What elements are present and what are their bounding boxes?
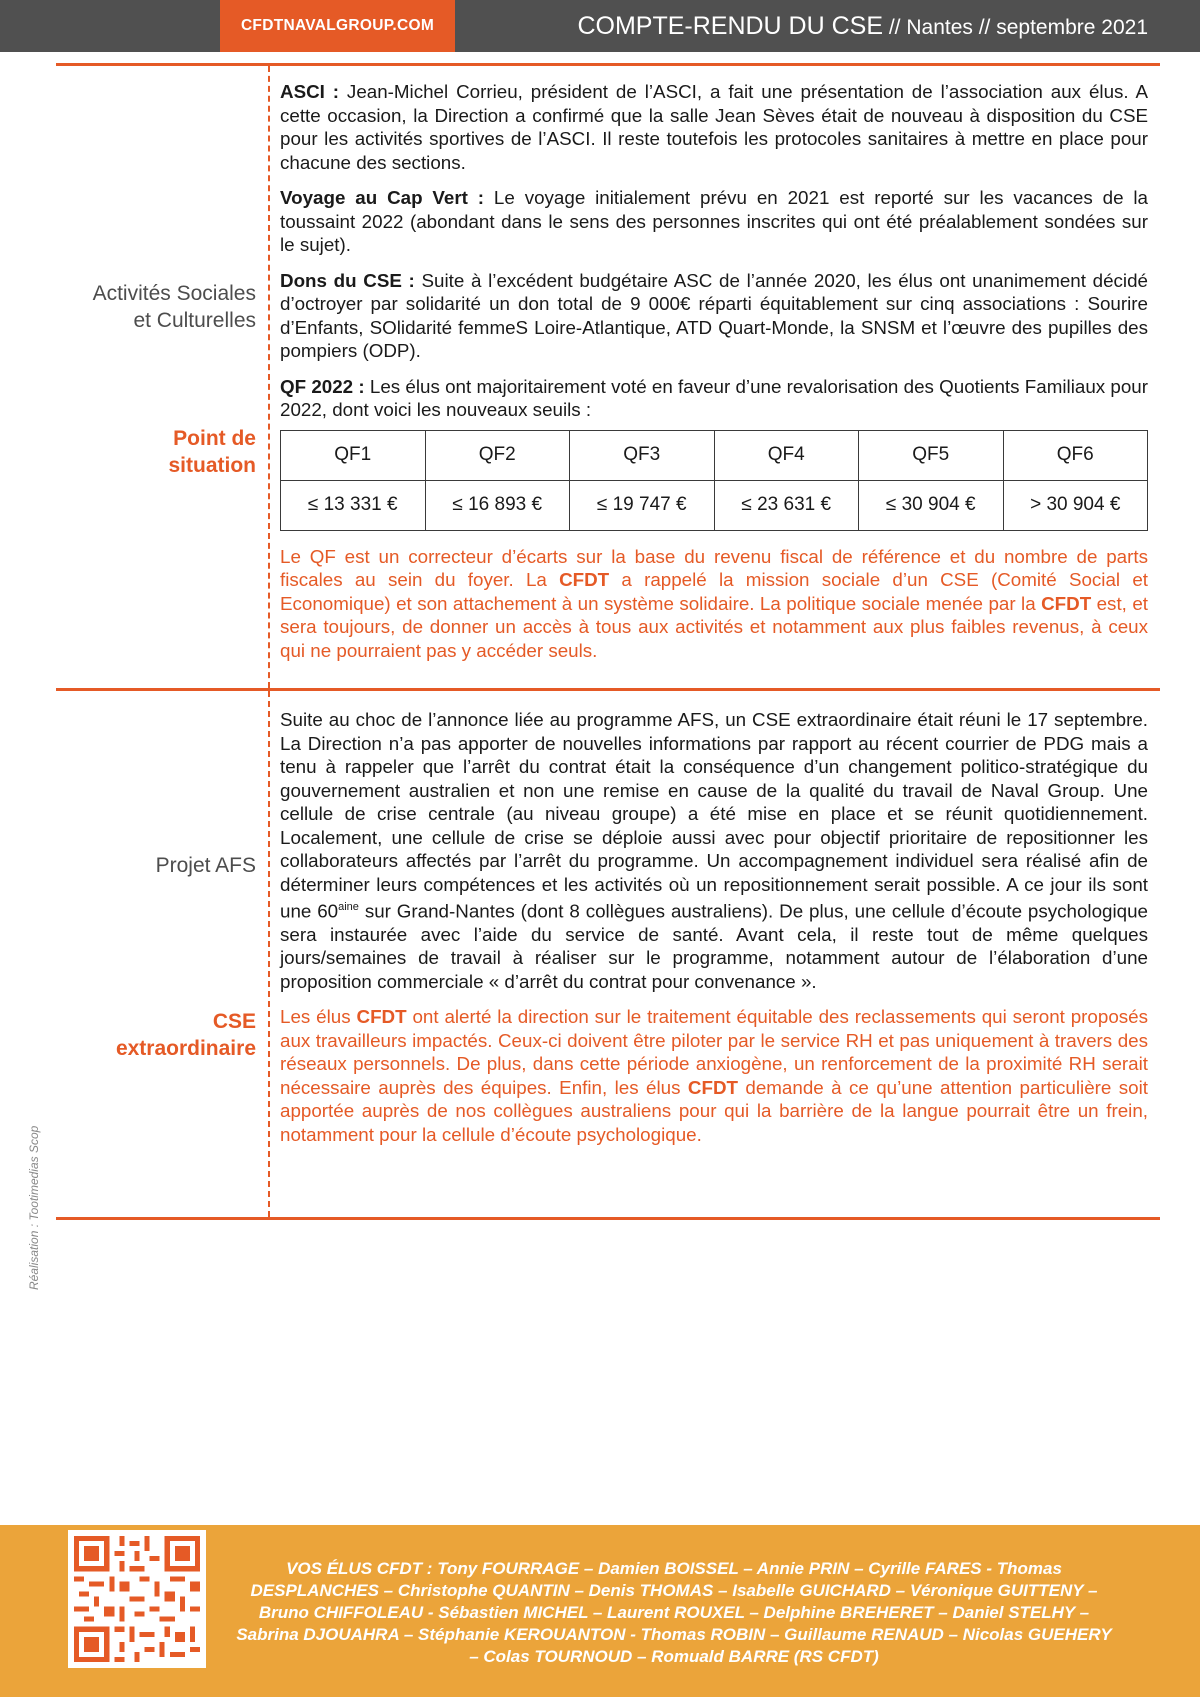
paragraph-voyage — [280, 186, 1148, 257]
comment-emphasis: CFDT — [1041, 592, 1092, 614]
qf-table-cell: ≤ 23 631 € — [714, 480, 859, 530]
paragraph-qf — [280, 375, 1148, 422]
paragraph-label: Dons du CSE : — [280, 269, 415, 291]
paragraph-label: Voyage au Cap Vert : — [280, 187, 485, 208]
paragraph-label: ASCI : — [280, 81, 340, 102]
qf-table-header: QF3 — [570, 430, 715, 480]
comment-text: demande à ce qu’une attention particulière soit apportée auprès de nos collègues australiens pour qui la barrière de la langue pourrait être un frein, notamment pour la cellule d’écoute psychologique. — [280, 1076, 1148, 1145]
section-activites-content — [280, 80, 1148, 674]
qf-table-cell: > 30 904 € — [1003, 480, 1148, 530]
paragraph-asci — [280, 80, 1148, 174]
status-label-line: Point de — [173, 427, 256, 450]
qf-table-header: QF5 — [859, 430, 1004, 480]
site-brand-link[interactable]: CFDTNAVALGROUP.COM — [220, 0, 455, 52]
cfdt-comment-qf — [280, 545, 1148, 663]
section-label-projet-afs — [156, 852, 256, 879]
comment-emphasis: CFDT — [687, 1076, 738, 1098]
comment-emphasis: CFDT — [356, 1006, 407, 1028]
qf-table-value-row — [281, 480, 1148, 530]
paragraph-label: QF 2022 : — [280, 375, 365, 397]
bottom-divider — [56, 1217, 1160, 1220]
qf-table-header: QF6 — [1003, 430, 1148, 480]
column-divider — [268, 66, 270, 688]
qf-table-header: QF4 — [714, 430, 859, 480]
qf-table-header: QF2 — [425, 430, 570, 480]
credit-text: Réalisation : Tootimedias Scop — [27, 1125, 41, 1290]
paragraph-text: Le voyage initialement prévu en 2021 est reporté sur les vacances de la toussaint 2022 (abondant dans le sens des personnes inscrites qui ont été préalablement sondées sur le sujet). — [280, 187, 1149, 255]
paragraph-text: sur Grand-Nantes (dont 8 collègues australiens). De plus, une cellule d’écoute psychologique sera instaurée avec l’aide du service de santé. Avant cela, il reste tout de même quelques jours/semaines de travail à réaliser sur le programme, notamment autour de l’élaboration d’une proposition commerciale « d’arrêt du contrat pour convenance ». — [280, 900, 1148, 992]
document-title-sub: // Nantes // septembre 2021 — [883, 16, 1148, 39]
paragraph-text: Suite à l’excédent budgétaire ASC de l’année 2020, les élus ont unanimement décidé d’octroyer par solidarité un don total de 9 000€ réparti équitablement sur cinq associations : Sourire d’Enfants, SOlidarité femmeS Loire-Atlantique, ATD Quart-Monde, la SNSM et l’œuvre des pupilles des pompiers (ODP). — [280, 269, 1148, 361]
comment-text: Les élus — [280, 1006, 357, 1028]
status-label-line: CSE — [212, 1010, 256, 1033]
qf-table-header-row — [281, 430, 1148, 480]
qf-table — [280, 430, 1148, 531]
comment-text: a rappelé la mission sociale d’un CSE (Comité Social et Economique) et son attachement à un système solidaire. La politique sociale menée par la — [280, 569, 1148, 614]
section-afs-content — [280, 708, 1148, 1158]
comment-text: Le QF est un correcteur d’écarts sur la base du revenu fiscal de référence et du nombre de parts fiscales au sein du foyer. La — [280, 545, 1148, 590]
document-title-main: COMPTE-RENDU DU CSE — [577, 12, 884, 40]
status-label-line: extraordinaire — [115, 1037, 256, 1060]
cfdt-comment-afs — [280, 1005, 1148, 1146]
qf-table-cell: ≤ 30 904 € — [859, 480, 1004, 530]
qf-table-header: QF1 — [281, 430, 426, 480]
qf-table-cell: ≤ 13 331 € — [281, 480, 426, 530]
section-label-line: et Culturelles — [133, 309, 256, 332]
qr-code-graphic — [74, 1536, 200, 1662]
section-label-activites — [93, 280, 256, 334]
qf-table-cell: ≤ 19 747 € — [570, 480, 715, 530]
qr-code-icon[interactable] — [68, 1530, 206, 1668]
paragraph-dons — [280, 269, 1148, 363]
paragraph-text: Les élus ont majoritairement voté en faveur d’une revalorisation des Quotients Familiaux pour 2022, dont voici les nouveaux seuils : — [280, 375, 1148, 420]
comment-text: ont alerté la direction sur le traitement équitable des reclassements qui seront proposés aux travailleurs impactés. Ceux-ci doivent être piloter par le service RH et pas uniquement à travers des réseaux personnels. De plus, dans cette période anxiogène, un renforcement de la proximité RH serait nécessaire auprès des équipes. Enfin, les élus — [280, 1006, 1148, 1098]
elected-representatives-list: VOS ÉLUS CFDT : Tony FOURRAGE – Damien BOISSEL – Annie PRIN – Cyrille FARES - Thomas DESPLANCHES – Christophe QUANTIN – Denis THOMAS – Isabelle GUICHARD – Véronique GUITTENY – Bruno CHIFFOLEAU - Sébastien MICHEL – Laurent ROUXEL – Delphine BREHERET – Daniel STELHY – Sabrina DJOUAHRA – Stéphanie KEROUANTON - Thomas ROBIN – Guillaume RENAUD – Nicolas GUEHERY – Colas TOURNOUD – Romuald BARRE (RS CFDT) — [236, 1559, 1112, 1666]
status-label-line: situation — [168, 454, 256, 477]
section-divider — [56, 688, 1160, 691]
section-label-line: Activités Sociales — [92, 282, 256, 305]
qf-table-cell: ≤ 16 893 € — [425, 480, 570, 530]
superscript: aine — [338, 901, 359, 913]
column-divider — [268, 691, 270, 1217]
comment-text: est, et sera toujours, de donner un accès à tous aux activités et notamment aux plus faibles revenus, à ceux qui ne pourraient pas y accéder seuls. — [280, 592, 1148, 661]
document-title — [577, 0, 1148, 52]
status-label-cse-extraordinaire — [116, 1008, 256, 1062]
paragraph-text: Suite au choc de l’annonce liée au programme AFS, un CSE extraordinaire était réuni le 17 septembre. La Direction n’a pas apporter de nouvelles informations par rapport au récent courrier de PDG mais a tenu à rappeler que l’arrêt du contrat était la conséquence d’un changement politico-stratégique du gouvernement australien et non une remise en cause de la qualité du travail de Naval Group. Une cellule de crise centrale (au niveau groupe) a été mise en place et se réunit quotidiennement. Localement, une cellule de crise se déploie aussi avec pour objectif prioritaire de repositionner les collaborateurs affectés par l’arrêt du programme. Un accompagnement individuel sera réalisé afin de déterminer leurs compétences et les activités où un repositionnement serait possible. A ce jour ils sont une 60 — [280, 709, 1148, 922]
comment-emphasis: CFDT — [559, 569, 610, 590]
section-label-line: Projet AFS — [155, 854, 256, 877]
paragraph-afs — [280, 708, 1148, 993]
status-label-point-de-situation — [169, 425, 257, 479]
paragraph-text: Jean-Michel Corrieu, président de l’ASCI, a fait une présentation de l’association aux élus. A cette occasion, la Direction a confirmé que la salle Jean Sèves était de nouveau à disposition du CSE pour les activités sportives de l’ASCI. Il reste toutefois les protocoles sanitaires à mettre en place pour chacune des sections. — [280, 81, 1149, 173]
top-divider — [56, 63, 1160, 66]
